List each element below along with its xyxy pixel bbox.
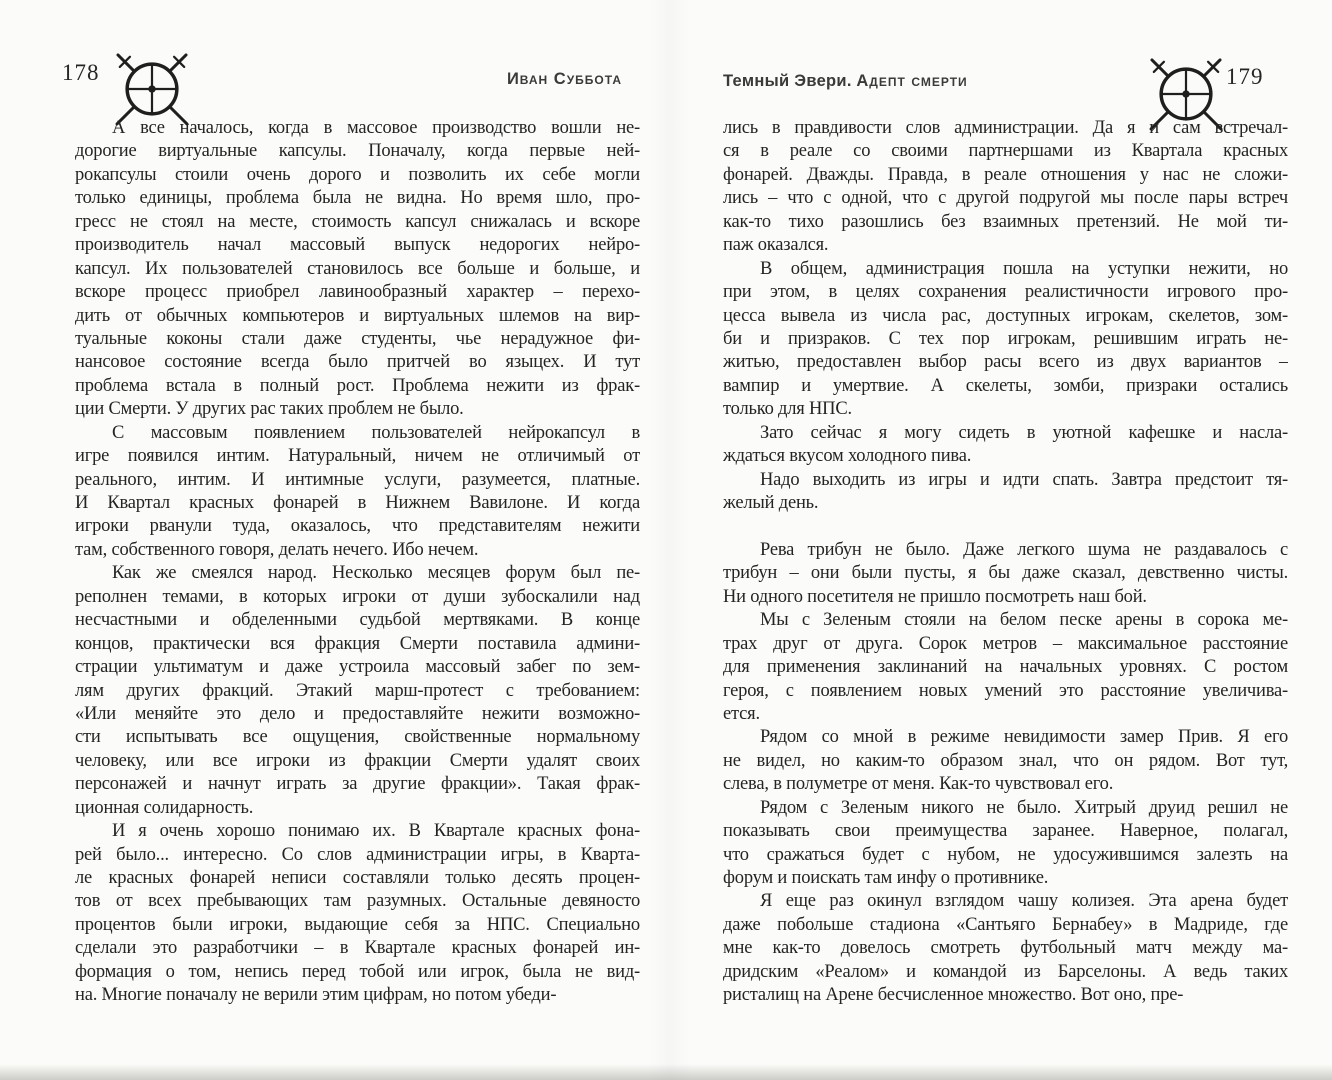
paragraph xyxy=(723,609,1288,726)
text-line: слева, в полуметре от меня. Как-то чувствовал его. xyxy=(723,774,1114,795)
text-line: сделали это разработчики – в Квартале красных фонарей ин- xyxy=(75,938,640,959)
text-line: реполнен темами, в которых игроки от души зубоскалили над xyxy=(75,586,640,607)
paragraph xyxy=(723,469,1288,516)
text-line: цесса вывела из числа рас, доступных игрокам, скелетов, зом- xyxy=(723,305,1288,326)
text-line: Надо выходить из игры и идти спать. Завтра предстоит тя- xyxy=(760,469,1288,490)
text-line: лись в правдивости слов администрации. Да я и сам встречал- xyxy=(723,118,1288,138)
text-line: сти испытывать все ощущения, свойственные нормальному xyxy=(75,727,640,748)
text-line: лись – что с одной, что с другой подругой мы после пары встреч xyxy=(723,188,1288,209)
paragraph xyxy=(723,422,1288,469)
paragraph xyxy=(723,726,1288,796)
text-line: при этом, в целях сохранения реалистичности игрового про- xyxy=(723,282,1288,303)
text-line: фонарей. Дважды. Правда, в реале отношения у нас не сложи- xyxy=(723,164,1288,185)
text-line: вскоре процесс приобрел лавинообразный характер – перехо- xyxy=(75,282,640,303)
paragraph xyxy=(723,797,1288,891)
text-line: на. Многие поначалу не верили этим цифрам, но потом убеди- xyxy=(75,985,557,1006)
text-line: проблема встала в полный рост. Проблема нежити из фрак- xyxy=(75,375,640,396)
text-line: «Или меняйте это дело и предоставляйте нежити возможно- xyxy=(75,703,640,724)
text-line: что сражаться будет с нубом, не удосужившимся залезть на xyxy=(723,844,1288,865)
text-line: мне как-то довелось смотреть футбольный матч между ма- xyxy=(723,938,1288,959)
text-line: Зато сейчас я могу сидеть в уютной кафешке и насла- xyxy=(760,422,1288,443)
text-line: несчастными и обделенными судьбой мертвяками. В конце xyxy=(75,610,640,631)
text-line: дорогие виртуальные капсулы. Поначалу, когда первые ней- xyxy=(75,141,640,162)
text-line: капсул. Их пользователей становилось все больше и больше, и xyxy=(75,258,640,279)
text-line: Как же смеялся народ. Несколько месяцев форум был пе- xyxy=(112,563,640,584)
text-line: вампир и умертвие. А скелеты, зомби, призраки остались xyxy=(723,375,1288,396)
text-line: показывать свои преимущества заранее. Наверное, полагал, xyxy=(723,821,1288,842)
text-line: страции ультиматум и даже устроила массовый забег по зем- xyxy=(75,657,640,678)
text-line: В общем, администрация пошла на уступки нежити, но xyxy=(760,258,1288,279)
text-line: трибун – они были пусты, я бы даже сказал, девственно чисты. xyxy=(723,563,1288,584)
text-line: нансовое состояние всегда было притчей во языцех. И тут xyxy=(75,352,640,373)
page-body-right xyxy=(723,117,1288,1008)
text-line: ристалищ на Арене бесчисленное множество. Вот оно, пре- xyxy=(723,985,1184,1006)
text-line: би и призраков. С тех пор игрокам, решившим играть не- xyxy=(723,328,1288,349)
running-head-author: Иван Суббота xyxy=(506,70,622,88)
paragraph xyxy=(75,820,640,1008)
text-line: ждаться вкусом холодного пива. xyxy=(723,446,972,467)
text-line: ся в реале со своими партнершами из Квартала красных xyxy=(723,141,1288,162)
text-line: Мы с Зеленым стояли на белом песке арены в сорока ме- xyxy=(760,610,1288,631)
text-line: не видел, но каким-то образом знал, что он рядом. Вот тут, xyxy=(723,750,1288,771)
text-line: героя, с появлением новых умений это расстояние увеличива- xyxy=(723,680,1288,701)
text-line: реального, интим. И интимные услуги, разумеется, платные. xyxy=(75,469,640,490)
text-line: человеку, или все игроки из фракции Смерти удалят своих xyxy=(75,750,640,771)
text-line: дридским «Реалом» и командой из Барселоны. А ведь таких xyxy=(723,961,1288,982)
text-line: Рева трибун не было. Даже легкого шума не раздавалось с xyxy=(760,539,1288,560)
text-line: даже побольше стадиона «Сантьяго Бернабеу» в Мадриде, где xyxy=(723,914,1288,935)
text-line: рей было... интересно. Со слов администрации игры, в Кварта- xyxy=(75,844,640,865)
text-line: А все началось, когда в массовое производство вошли не- xyxy=(112,118,640,138)
text-line: только единицы, проблема была не видна. Но время шло, про- xyxy=(75,188,640,209)
text-line: только для НПС. xyxy=(723,399,852,420)
text-line: Рядом со мной в режиме невидимости замер Прив. Я его xyxy=(760,727,1288,748)
paragraph xyxy=(723,539,1288,609)
page-number-right: 179 xyxy=(1226,64,1264,89)
text-line: ции Смерти. У других рас таких проблем не было. xyxy=(75,399,464,420)
text-line: ционная солидарность. xyxy=(75,797,254,818)
text-line: лям других фракций. Этакий марш-протест с требованием: xyxy=(75,680,640,701)
text-line: производитель начал массовый выпуск недорогих нейро- xyxy=(75,235,640,256)
text-line: Рядом с Зеленым никого не было. Хитрый друид решил не xyxy=(760,797,1288,818)
page-body-left xyxy=(75,117,640,1008)
text-line: дить от обычных компьютеров и виртуальных шлемов на вир- xyxy=(75,305,640,326)
text-line: игре появился интим. Натуральный, ничем не отличимый от xyxy=(75,446,640,467)
paragraph xyxy=(75,422,640,563)
text-line: концов, практически вся фракция Смерти поставила админи- xyxy=(75,633,640,654)
page-number-left: 178 xyxy=(62,60,100,85)
text-line: форум и поискать там инфу о противнике. xyxy=(723,868,1049,888)
running-head-title xyxy=(723,72,968,91)
paragraph xyxy=(723,117,1288,258)
text-line: туальные коконы стали даже студенты, чье нерадужное фи- xyxy=(75,328,640,349)
text-line: игроки рванули туда, оказалось, что представителям нежити xyxy=(75,516,640,537)
text-line: ле красных фонарей неписи составляли только десять процен- xyxy=(75,868,640,888)
text-line: там, собственного говоря, делать нечего. Ибо нечем. xyxy=(75,539,479,560)
text-line: процентов были игроки, выдающие себя за НПС. Специально xyxy=(75,914,640,935)
text-line: желый день. xyxy=(723,493,819,513)
paragraph xyxy=(723,890,1288,1007)
page-gutter-shadow xyxy=(650,0,690,1080)
paragraph xyxy=(75,562,640,820)
text-line: Я еще раз окинул взглядом чашу колизея. Эта арена будет xyxy=(760,891,1288,912)
text-line: трах друг от друга. Сорок метров – максимальное расстояние xyxy=(723,633,1288,654)
running-head-title-bold: Темный Эвери. xyxy=(723,72,852,90)
text-line: рокапсулы стоили очень дорого и позволить их себе могли xyxy=(75,164,640,185)
paragraph xyxy=(75,117,640,422)
text-line: ется. xyxy=(723,703,760,724)
text-line: для применения заклинаний на начальных уровнях. С ростом xyxy=(723,657,1288,678)
text-line: гресс не стоял на месте, стоимость капсул снижалась и вскоре xyxy=(75,211,640,232)
text-line: Ни одного посетителя не пришло посмотреть наш бой. xyxy=(723,586,1147,607)
text-line: И я очень хорошо понимаю их. В Квартале красных фона- xyxy=(112,821,640,842)
text-line: формация о том, непись перед тобой или игрок, была не вид- xyxy=(75,961,640,982)
text-line: И Квартал красных фонарей в Нижнем Вавилоне. И когда xyxy=(75,493,640,513)
text-line: персонажей и начнут играть за другие фракции». Такая фрак- xyxy=(75,774,640,795)
running-head-title-subtitle: Адепт смерти xyxy=(856,72,968,90)
text-line: паж оказался. xyxy=(723,235,829,256)
paragraph xyxy=(723,258,1288,422)
text-line: С массовым появлением пользователей нейрокапсул в xyxy=(112,422,640,443)
text-line: тов от всех пребывающих там разумных. Остальные девяносто xyxy=(75,891,640,912)
text-line: житью, предоставлен выбор расы всего из двух вариантов – xyxy=(723,352,1288,373)
scan-edge-shadow xyxy=(0,1064,1332,1080)
text-line: как-то тихо разошлись без взаимных претензий. Не мой ти- xyxy=(723,211,1288,232)
